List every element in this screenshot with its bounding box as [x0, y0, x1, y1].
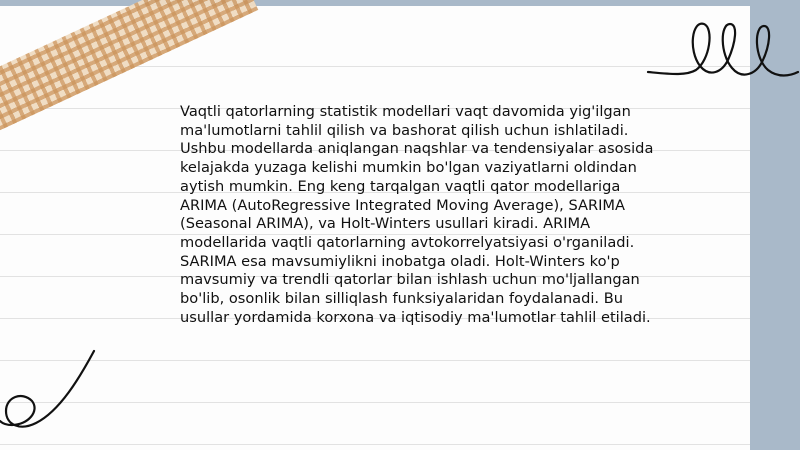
loop-scribble-top-right — [640, 10, 800, 90]
loop-scribble-bottom-left — [0, 345, 110, 435]
body-paragraph: Vaqtli qatorlarning statistik modellari vaqt davomida yig'ilgan ma'lumotlarni tahlil qilish va bashorat qilish uchun ishlatiladi. Ushbu modellarda aniqlangan naqshlar va tendensiyalar asosida kelajakda yuzaga kelishi mumkin bo'lgan vaziyatlarni oldindan aytish mumkin. Eng keng tarqalgan vaqtli qator modellariga ARIMA (AutoRegressive Integrated Moving Average), SARIMA (Seasonal ARIMA), va Holt-Winters usullari kiradi. ARIMA modellarida vaqtli qatorlarning avtokorrelyatsiyasi o'rganiladi. SARIMA esa mavsumiylikni inobatga oladi. Holt-Winters ko'p mavsumiy va trendli qatorlar bilan ishlash uchun mo'ljallangan bo'lib, osonlik bilan silliqlash funksiyalaridan foydalanadi. Bu usullar yordamida korxona va iqtisodiy ma'lumotlar tahlil etiladi. — [180, 103, 654, 326]
